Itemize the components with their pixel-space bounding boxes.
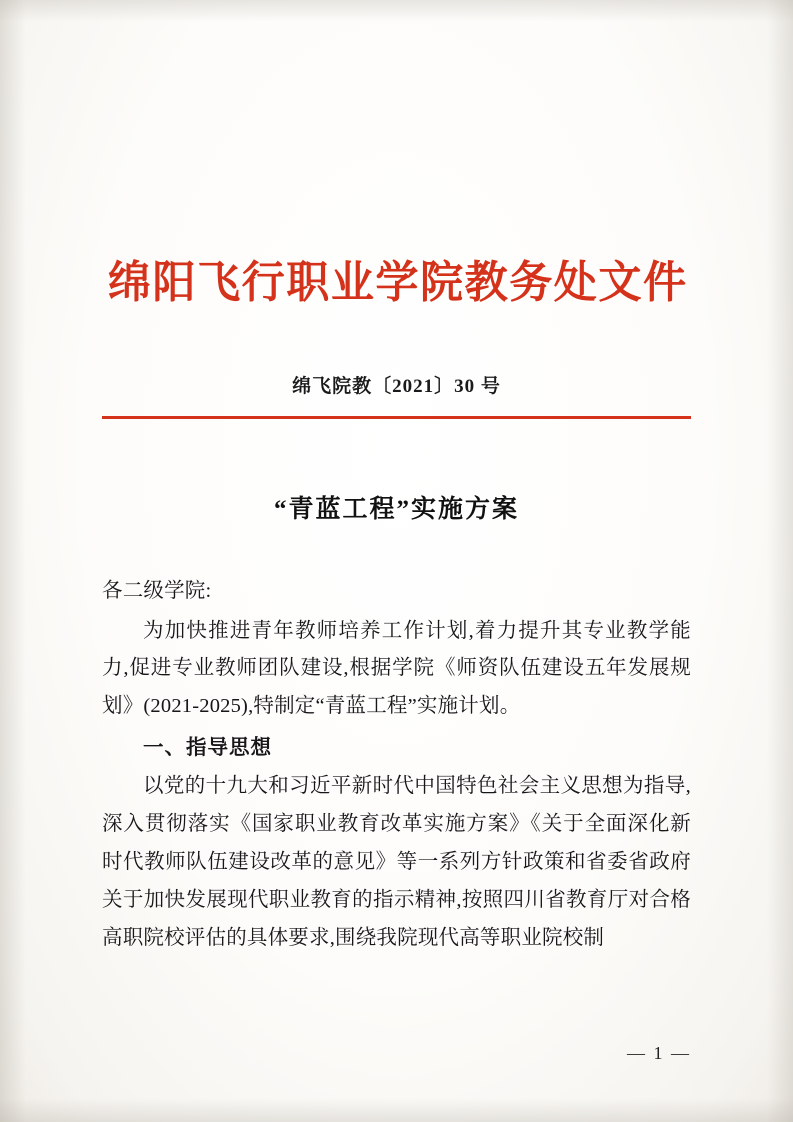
masthead xyxy=(102,258,691,309)
document-number: 绵飞院教〔2021〕30 号 xyxy=(292,375,501,397)
page-title: “青蓝工程”实施方案 xyxy=(273,495,519,523)
intro-paragraph: 为加快推进青年教师培养工作计划,着力提升其专业教学能力,促进专业教师团队建设,根据学院《师资队伍建设五年发展规划》(2021-2025),特制定“青蓝工程”实施计划。 xyxy=(102,619,691,718)
page-number: — 1 — xyxy=(627,1043,691,1063)
red-divider-rule xyxy=(102,416,691,419)
masthead-title: 绵阳飞行职业学院教务处文件 xyxy=(107,258,688,307)
salutation: 各二级学院: xyxy=(102,579,212,602)
section-paragraph: 以党的十九大和习近平新时代中国特色社会主义思想为指导,深入贯彻落实《国家职业教育改革实施方案》《关于全面深化新时代教师队伍建设改革的意见》等一系列方针政策和省委省政府关于加快发展现代职业教育的指示精神,按照四川省教育厅对合格高职院校评估的具体要求,围绕我院现代高等职业院校制 xyxy=(102,775,691,949)
document-body xyxy=(102,573,691,958)
section-heading-guiding-ideology: 一、指导思想 xyxy=(143,737,272,760)
